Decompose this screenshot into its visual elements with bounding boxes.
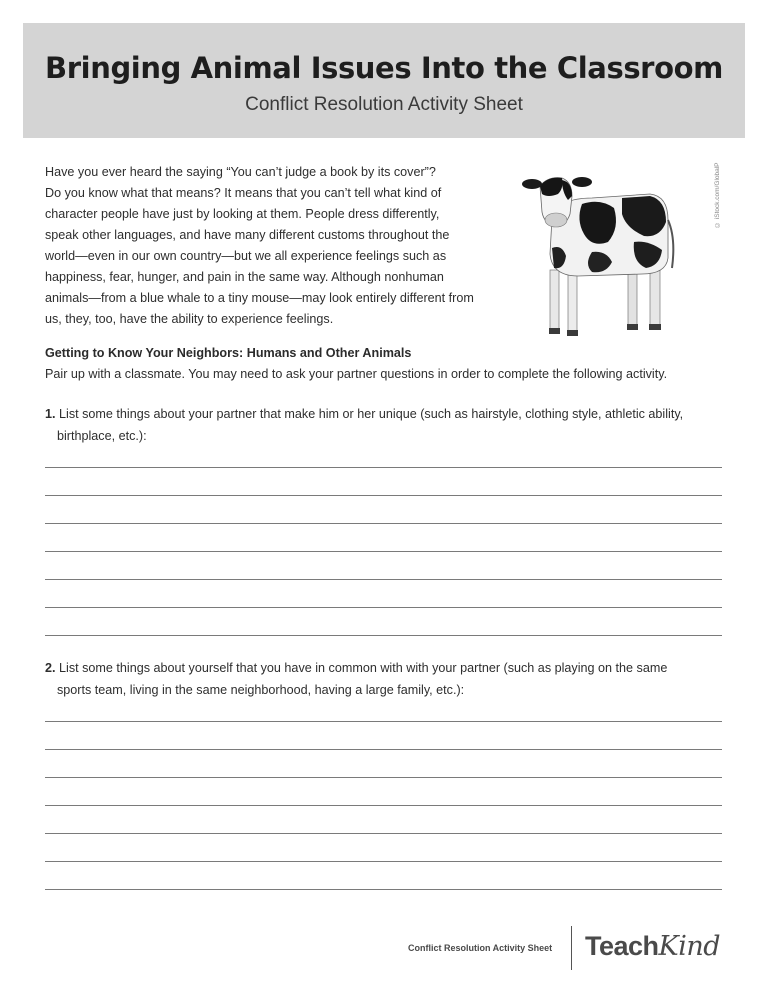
intro-line: us, they, too, have the ability to experience feelings.: [45, 312, 334, 326]
intro-paragraph: [45, 162, 505, 330]
answer-line[interactable]: [45, 495, 722, 496]
question-number: 2.: [45, 661, 56, 675]
cow-photo-icon: [522, 158, 682, 340]
intro-line: animals—from a blue whale to a tiny mouse—may look entirely different from: [45, 291, 474, 305]
section-heading: Getting to Know Your Neighbors: Humans and Other Animals: [45, 346, 412, 360]
question-number: 1.: [45, 407, 56, 421]
question-text: List some things about your partner that make him or her unique (such as hairstyle, clothing style, athletic ability,: [59, 407, 684, 421]
question-1: [45, 403, 735, 447]
page-title: Bringing Animal Issues Into the Classroom: [45, 51, 723, 85]
section-instructions: Pair up with a classmate. You may need to ask your partner questions in order to complete the following activity.: [45, 367, 668, 381]
answer-line[interactable]: [45, 721, 722, 722]
question-text-continued: birthplace, etc.):: [57, 429, 147, 443]
answer-line[interactable]: [45, 579, 722, 580]
cow-illustration: [522, 158, 682, 340]
intro-line: world—even in our own country—but we all experience feelings such as: [45, 249, 447, 263]
footer-label: Conflict Resolution Activity Sheet: [408, 943, 553, 953]
answer-line[interactable]: [45, 749, 722, 750]
answer-line[interactable]: [45, 467, 722, 468]
intro-line: character people have just by looking at them. People dress differently,: [45, 207, 440, 221]
question-text: List some things about yourself that you have in common with with your partner (such as playing on the same: [59, 661, 668, 675]
question-2: [45, 657, 735, 701]
intro-line: Have you ever heard the saying “You can’t judge a book by its cover”?: [45, 165, 436, 179]
question-text-continued: sports team, living in the same neighborhood, having a large family, etc.):: [57, 683, 465, 697]
answer-line[interactable]: [45, 805, 722, 806]
logo-text-kind: Kind: [658, 931, 721, 962]
answer-line[interactable]: [45, 635, 722, 636]
answer-line[interactable]: [45, 861, 722, 862]
intro-line: Do you know what that means? It means that you can’t tell what kind of: [45, 186, 442, 200]
answer-line[interactable]: [45, 777, 722, 778]
intro-line: happiness, fear, hunger, and pain in the same way. Although nonhuman: [45, 270, 444, 284]
logo-text-teach: Teach: [585, 931, 659, 961]
answer-line[interactable]: [45, 551, 722, 552]
footer-divider: [571, 926, 572, 970]
answer-line[interactable]: [45, 889, 722, 890]
answer-line[interactable]: [45, 833, 722, 834]
teachkind-logo: [585, 931, 720, 962]
page-subtitle: Conflict Resolution Activity Sheet: [245, 94, 523, 115]
photo-credit: © iStock.com/GlobalP: [714, 162, 721, 228]
answer-line[interactable]: [45, 607, 722, 608]
intro-line: speak other languages, and have many different customs throughout the: [45, 228, 450, 242]
answer-line[interactable]: [45, 523, 722, 524]
header-banner: [23, 23, 745, 138]
